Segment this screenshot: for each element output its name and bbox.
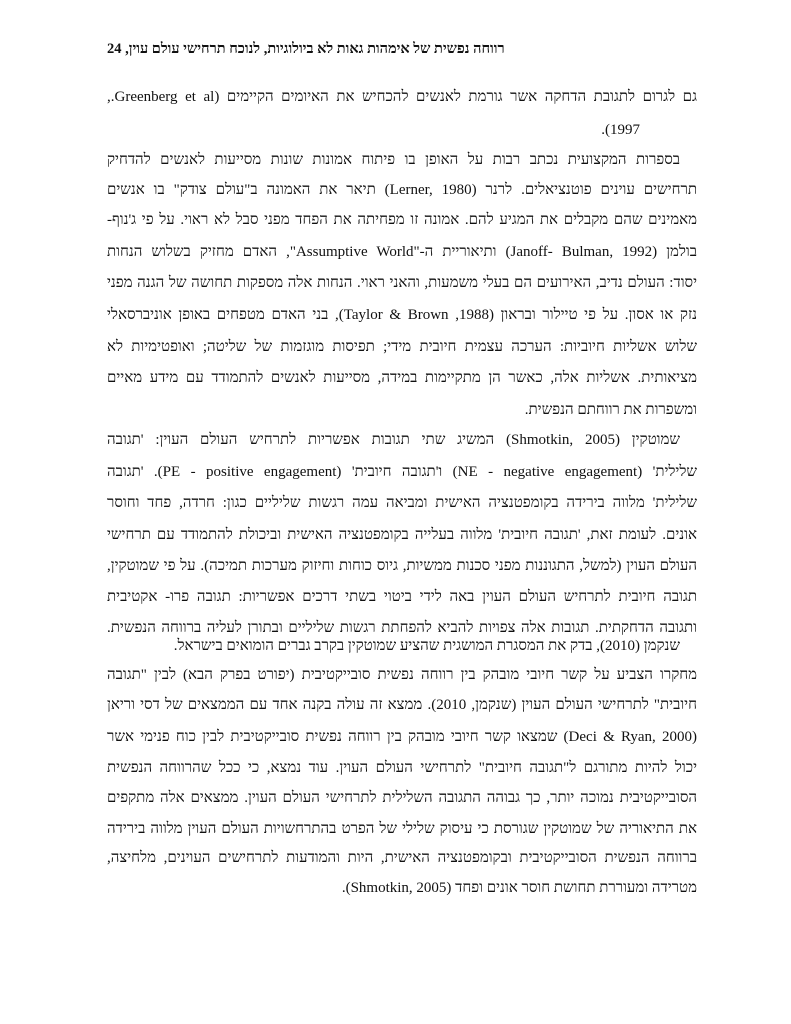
text-line: מחקרו הצביע על קשר חיובי מובהק בין רווחה נפשית סובייקטיבית (יפורט בפרק הבא) לבין "תגובה bbox=[107, 667, 697, 683]
text-line: שלילית' מלווה בירידה בקומפטנציה האישית ומביאה עמה רגשות שליליים כגון: חרדה, פחד וחוסר bbox=[107, 495, 697, 511]
text-line: שלילית' (NE - negative engagement) ו'תגובה חיובית' (PE - positive engagement). 'תגובה bbox=[107, 464, 697, 480]
text-line: בספרות המקצועית נכתב רבות על האופן בו פיתוח אמונות שונות מסייעות לאנשים להדחיק bbox=[107, 152, 680, 168]
text-line: יכול להיות מתורגם ל"תגובה חיובית" לתרחישי העולם העוין. עוד נמצא, כי ככל שהרווחה הנפשית bbox=[107, 760, 697, 776]
text-line: ברווחה הנפשית הסובייקטיבית ובקומפטנציה האישית, היות והמודעות לתרחישים העוינים, מלחיצה, bbox=[107, 850, 697, 866]
text-line: בולמן (Janoff- Bulman, 1992) ותיאוריית ה-"Assumptive World", האדם מחזיק בשלוש הנחות bbox=[107, 244, 697, 260]
text-line: שמוטקין (Shmotkin, 2005) המשיג שתי תגובות אפשריות לתרחיש העולם העוין: 'תגובה bbox=[107, 432, 680, 448]
text-line: תגובה חיובית לתרחיש העולם העוין באה לידי ביטוי בשתי דרכים אפשריות: תגובה פרו- אקטיבית bbox=[107, 589, 697, 605]
text-line: חיובית" לתרחישי העולם העוין (שנקמן, 2010). ממצא זה עולה בקנה אחד עם הממצאים של דסי וריאן bbox=[107, 697, 697, 713]
text-line: אונים. לעומת זאת, 'תגובה חיובית' מלווה בעלייה בקומפטנציה האישית וביכולת להתמודד עם תרחישי bbox=[107, 527, 697, 543]
text-line: נזק או אסון. על פי טיילור ובראון (Taylor & Brown ,1988), בני האדם מטפחים באופן אוניברסאלי bbox=[107, 307, 698, 323]
text-line: (Deci & Ryan, 2000) שמצאו קשר חיובי מובהק בין רווחה נפשית סובייקטיבית לבין כוח פנימי אשר bbox=[107, 729, 697, 745]
text-line: את התיאוריה של שמוטקין שגורסת כי עיסוק שלילי של הפרט בהתרחשויות העולם העוין מלווה בירידה bbox=[107, 821, 697, 837]
text-line: הסובייקטיבית נמוכה יותר, כך גבוהה התגובה השלילית לתרחישי העולם העוין. ממצאים אלה מתקפים bbox=[107, 790, 697, 806]
text-line: ותגובה הדחקתית. תגובות אלה צפויות להביא להפחתת רגשות שליליים ובתורן לעליה ברווחה הנפשית. bbox=[107, 620, 697, 636]
text-line: 1997). bbox=[601, 122, 640, 138]
text-line: מציאותית. אשליות אלה, כאשר הן מתקיימות במידה, מסייעות לאנשים להתמודד עם מידע מאיים bbox=[107, 370, 697, 386]
text-line: העולם העוין (למשל, התגוננות מפני סכנות ממשיות, גיוס כוחות וחיזוק מערכות תמיכה). על פי שמוטקין, bbox=[107, 558, 697, 574]
text-line: שנקמן (2010), בדק את המסגרת המושגית שהציע שמוטקין בקרב גברים הומואים בישראל. bbox=[173, 638, 680, 654]
running-header: רווחה נפשית של אימהות גאות לא ביולוגיות, לנוכח תרחישי עולם עוין, 24 bbox=[107, 41, 505, 57]
text-line: שלוש אשליות חיוביות: הערכה עצמית חיובית מידי; תפיסות מוגזמות של שליטה; ואופטימיות לא bbox=[107, 339, 697, 355]
text-line: גם לגרום לתגובת הדחקה אשר גורמת לאנשים להכחיש את האיומים הקיימים (Greenberg et al., bbox=[107, 89, 697, 105]
text-line: מאמינים שהם מקבלים את המגיע להם. אמונה זו מפחיתה את הפחד מפני סבל לא ראוי. על פי ג'נוף- bbox=[107, 212, 697, 228]
text-line: מטרידה ומעוררת תחושת חוסר אונים ופחד (Shmotkin, 2005). bbox=[341, 880, 697, 896]
text-line: יסוד: העולם נדיב, האירועים הם בעלי משמעות, והאני ראוי. הנחות אלה מספקות תחושה של הגנה מפני bbox=[107, 275, 697, 291]
text-line: ומשפרות את רווחתם הנפשית. bbox=[524, 402, 697, 418]
text-line: תרחישים עוינים פוטנציאלים. לרנר (Lerner, 1980) תיאר את האמונה ב"עולם צודק" בו אנשים bbox=[107, 182, 698, 198]
